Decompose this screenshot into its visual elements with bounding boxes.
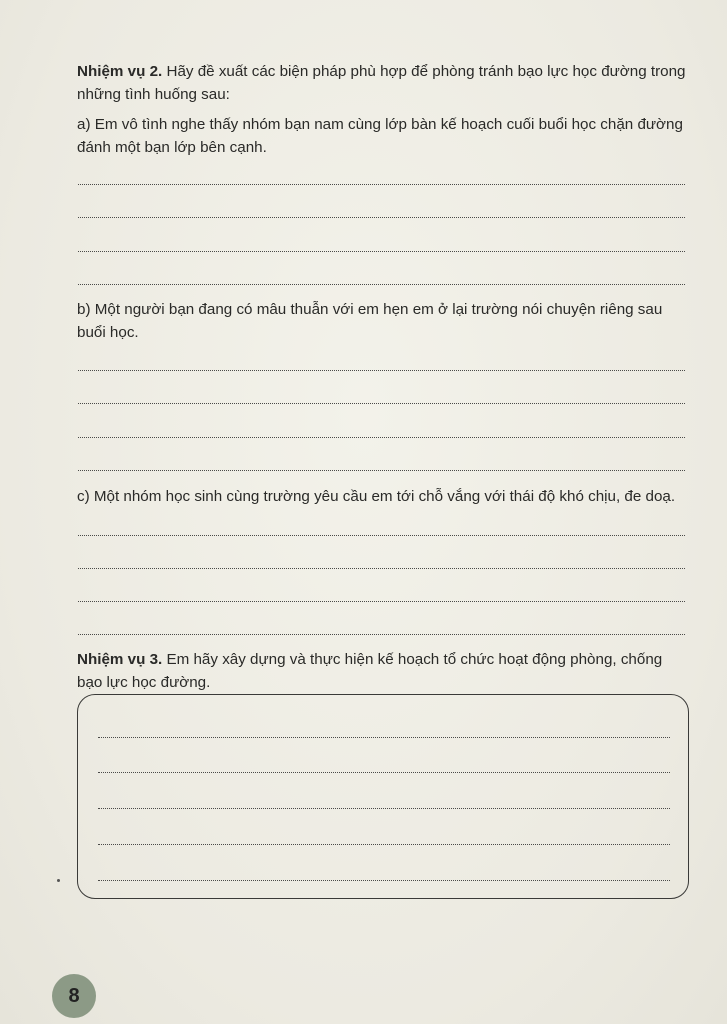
answer-line[interactable] <box>78 184 685 185</box>
task-2-prompt: Hãy đề xuất các biện pháp phù hợp để phòng tránh bạo lực học đường trong những tình huống sau: <box>77 63 686 103</box>
page-number: 8 <box>68 984 80 1007</box>
situation-c-text: c) Một nhóm học sinh cùng trường yêu cầu em tới chỗ vắng với thái độ khó chịu, đe doạ. <box>77 488 676 505</box>
answer-line[interactable] <box>78 251 685 252</box>
answer-line[interactable] <box>98 880 670 881</box>
task-3-prompt: Em hãy xây dựng và thực hiện kế hoạch tổ chức hoạt động phòng, chống bạo lực học đường. <box>77 651 663 691</box>
answer-line[interactable] <box>78 634 685 635</box>
situation-a-text: a) Em vô tình nghe thấy nhóm bạn nam cùng lớp bàn kế hoạch cuối buổi học chặn đường đánh một bạn lớp bên cạnh. <box>77 116 683 156</box>
answer-line[interactable] <box>98 737 670 738</box>
page-number-badge <box>52 974 96 1018</box>
print-speck <box>57 879 60 882</box>
answer-line[interactable] <box>98 772 670 773</box>
answer-line[interactable] <box>78 568 685 569</box>
task-3-paragraph <box>77 648 690 694</box>
answer-line[interactable] <box>78 284 685 285</box>
answer-line[interactable] <box>98 844 670 845</box>
answer-line[interactable] <box>78 370 685 371</box>
answer-line[interactable] <box>78 470 685 471</box>
answer-box <box>77 694 689 899</box>
task-3-label: Nhiệm vụ 3. <box>77 651 163 668</box>
answer-line[interactable] <box>78 535 685 536</box>
answer-line[interactable] <box>78 437 685 438</box>
situation-b-text: b) Một người bạn đang có mâu thuẫn với em hẹn em ở lại trường nói chuyện riêng sau buổi học. <box>77 301 663 341</box>
answer-line[interactable] <box>78 217 685 218</box>
task-2-paragraph <box>77 60 690 106</box>
answer-line[interactable] <box>98 808 670 809</box>
answer-line[interactable] <box>78 403 685 404</box>
answer-line[interactable] <box>78 601 685 602</box>
task-2-label: Nhiệm vụ 2. <box>77 63 163 80</box>
